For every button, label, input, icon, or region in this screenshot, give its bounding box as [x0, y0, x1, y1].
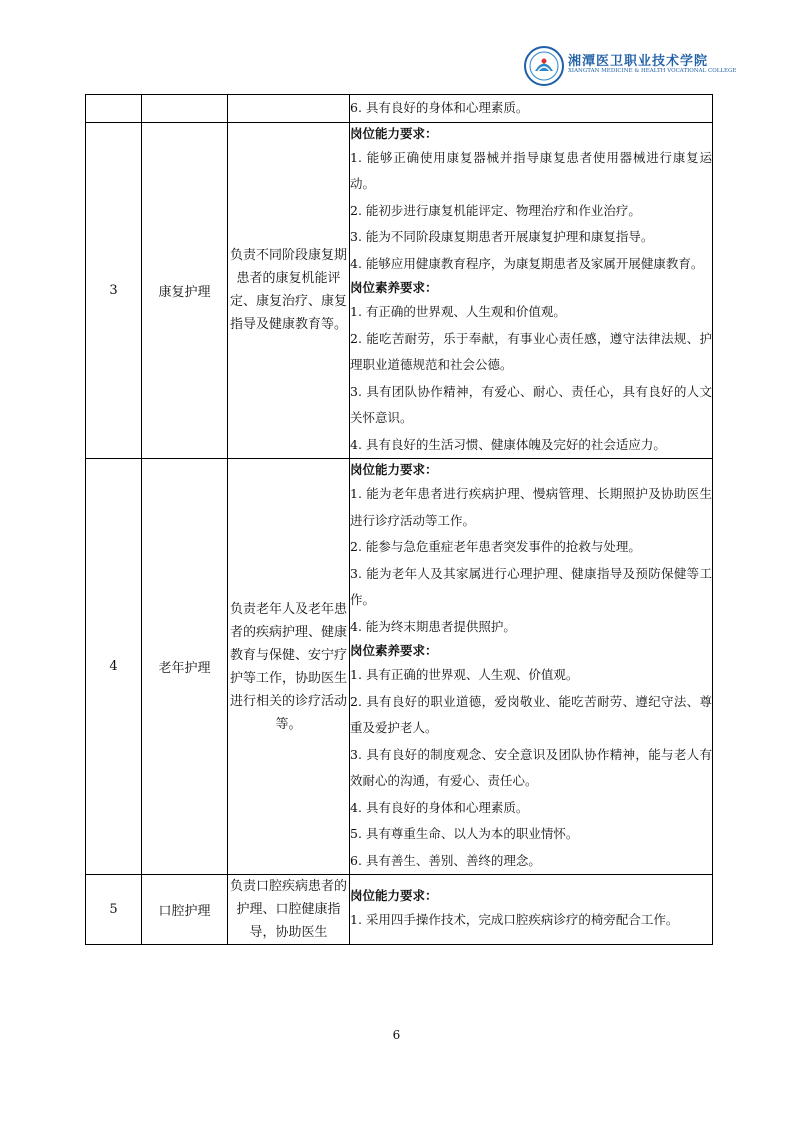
row-number: 4: [86, 459, 142, 875]
requirement-heading: 岗位能力要求：: [350, 125, 438, 141]
position-description: [228, 95, 350, 123]
position-name: [142, 95, 228, 123]
row-number: 3: [86, 122, 142, 459]
requirement-item: 3. 具有团队协作精神，有爱心、耐心、责任心，具有良好的人文关怀意识。: [350, 383, 712, 425]
requirement-item: 1. 有正确的世界观、人生观和价值观。: [350, 304, 566, 319]
requirement-item: 3. 能为不同阶段康复期患者开展康复护理和康复指导。: [350, 229, 654, 244]
requirement-item: 4. 具有良好的生活习惯、健康体魄及完好的社会适应力。: [350, 436, 666, 452]
requirement-item: 4. 能够应用健康教育程序，为康复期患者及家属开展健康教育。: [350, 255, 704, 271]
requirement-item: 3. 能为老年人及其家属进行心理护理、健康指导及预防保健等工作。: [350, 565, 712, 607]
requirement-item: 1. 具有正确的世界观、人生观、价值观。: [350, 667, 579, 682]
position-name: 口腔护理: [142, 875, 228, 945]
position-requirements: [350, 459, 713, 875]
college-name-cn: 湘潭医卫职业技术学院: [568, 54, 709, 69]
college-name-en: XIANGTAN MEDICINE & HEALTH VOCATIONAL COLLEGE: [568, 68, 737, 74]
requirement-item: 4. 能为终末期患者提供照护。: [350, 618, 516, 634]
requirement-heading: 岗位素养要求：: [350, 643, 438, 658]
requirement-item: 5. 具有尊重生命、以人为本的职业情怀。: [350, 826, 579, 841]
table-row: [86, 459, 713, 875]
requirement-heading: 岗位能力要求：: [350, 462, 438, 477]
requirement-item: 2. 能参与急危重症老年患者突发事件的抢救与处理。: [350, 539, 641, 554]
requirement-item: 1. 采用四手操作技术，完成口腔疾病诊疗的椅旁配合工作。: [350, 912, 679, 928]
position-name: 康复护理: [142, 122, 228, 459]
requirement-item: 6. 具有良好的身体和心理素质。: [350, 100, 529, 115]
position-requirements: [350, 875, 713, 945]
requirement-item: 1. 能够正确使用康复器械并指导康复患者使用器械进行康复运动。: [350, 149, 712, 191]
requirement-item: 1. 能为老年患者进行疾病护理、慢病管理、长期照护及协助医生进行诊疗活动等工作。: [350, 486, 712, 528]
position-description: 负责不同阶段康复期患者的康复机能评定、康复治疗、康复指导及健康教育等。: [228, 122, 350, 459]
position-description: 负责口腔疾病患者的护理、口腔健康指导，协助医生: [228, 875, 350, 945]
requirement-item: 3. 具有良好的制度观念、安全意识及团队协作精神，能与老人有效耐心的沟通，有爱心、责任心。: [350, 746, 712, 788]
requirement-heading: 岗位素养要求：: [350, 280, 438, 295]
requirement-item: 2. 具有良好的职业道德，爱岗敬业、能吃苦耐劳、遵纪守法、尊重及爱护老人。: [350, 693, 712, 735]
position-requirements: [350, 122, 713, 459]
position-name: 老年护理: [142, 459, 228, 875]
row-number: [86, 95, 142, 123]
requirement-heading: 岗位能力要求：: [350, 888, 438, 904]
table-row: [86, 95, 713, 123]
table-row: [86, 875, 713, 945]
position-requirements: [350, 95, 713, 123]
page-number: 6: [392, 1028, 401, 1042]
requirement-item: 4. 具有良好的身体和心理素质。: [350, 799, 529, 815]
table-row: [86, 122, 713, 459]
requirement-item: 2. 能吃苦耐劳，乐于奉献，有事业心责任感，遵守法律法规、护理职业道德规范和社会公德。: [350, 330, 712, 372]
position-description: 负责老年人及老年患者的疾病护理、健康教育与保健、安宁疗护等工作，协助医生进行相关的诊疗活动等。: [228, 459, 350, 875]
job-duty-table: [85, 94, 713, 945]
requirement-item: 6. 具有善生、善别、善终的理念。: [350, 852, 541, 868]
requirement-item: 2. 能初步进行康复机能评定、物理治疗和作业治疗。: [350, 202, 641, 218]
row-number: 5: [86, 875, 142, 945]
